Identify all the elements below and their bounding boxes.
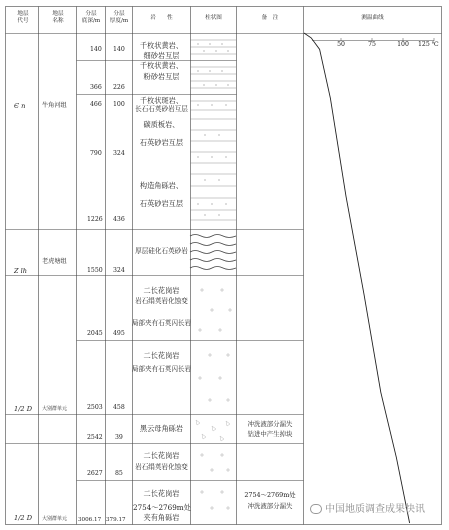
layer-thickness: 85 [115, 470, 123, 477]
header-notes: 备 注 [261, 15, 279, 21]
note-text: 冲洗液部分漏失 [247, 502, 293, 510]
lithology-text: 岩石绢英岩化蚀变 [135, 463, 188, 471]
unit-name-dabie-2: 大别群单元 [42, 516, 68, 522]
lithology-text: 局部夹有石英闪长岩 [131, 319, 192, 327]
lithology-text: 细砂岩互层 [143, 51, 180, 60]
lithology-text: 构造角砾岩、 [139, 181, 184, 190]
layer-depth: 366 [90, 84, 102, 91]
lithology-text: 二长花岗岩 [143, 351, 180, 360]
layer-depth: 2503 [87, 404, 103, 411]
layer-depth: 466 [90, 101, 102, 108]
lithology-text: 二长花岗岩 [143, 286, 180, 295]
layer-depth: 140 [90, 46, 102, 53]
layer-depth: 2045 [87, 330, 103, 337]
layer-thickness: 458 [113, 404, 125, 411]
lithology-text: 黑云母角砾岩 [139, 424, 184, 433]
unit-code-dabie-1: 1/2 D [14, 405, 32, 413]
note-text: 冲洗液部分漏失 [247, 420, 293, 428]
header-name-line1: 地层 [52, 11, 64, 17]
lithology-text: 石英砂岩互层 [139, 199, 184, 208]
header-thickness-line1: 分层 [113, 11, 125, 17]
header-column: 柱状图 [205, 15, 222, 21]
unit-code-sinian: Z lh [14, 267, 28, 275]
header-temperature: 测温曲线 [361, 15, 384, 21]
layer-depth: 2627 [87, 470, 103, 477]
layer-thickness: 140 [113, 46, 125, 53]
layer-thickness: 379.17 [106, 517, 126, 523]
temp-tick-75: 75 [368, 41, 376, 48]
unit-name-sinian: 老虎塘组 [42, 258, 67, 265]
layer-depth: 2542 [87, 434, 103, 441]
header-thickness-line2: 厚度/m [109, 18, 129, 24]
watermark [310, 500, 425, 515]
layer-thickness: 100 [113, 101, 125, 108]
lithology-text: 千枚状黄岩、 [139, 41, 184, 50]
lithology-text: 石英砂岩互层 [139, 138, 184, 147]
lithology-text: 长石石英砂岩互层 [135, 105, 188, 113]
note-text: 钻进中产生掉块 [247, 430, 293, 438]
temp-tick-50: 50 [337, 41, 345, 48]
temp-tick-100: 100 [397, 41, 409, 48]
lithology-text: 厚层硅化石英砂岩 [135, 247, 188, 255]
lithology-text: 局部夹有石英闪长岩 [131, 365, 192, 373]
temp-tick-125: 125 ℃ [418, 41, 439, 48]
header-name [41, 11, 75, 25]
lithology-text: 千枚状斑岩、 [139, 96, 184, 105]
layer-thickness: 436 [113, 216, 125, 223]
layer-thickness: 226 [113, 84, 125, 91]
header-code-line2: 代号 [17, 18, 29, 24]
lithology-text: 二长花岗岩 [143, 489, 180, 498]
lithology-text: 夹有角砾岩 [143, 513, 180, 522]
layer-thickness: 39 [115, 434, 123, 441]
unit-code-dabie-2: 1/2 D [14, 514, 32, 522]
lithology-text: 碳质板岩、 [143, 120, 180, 129]
lithology-text: 岩石绢英岩化蚀变 [135, 297, 188, 305]
header-lithology: 岩 性 [150, 15, 173, 21]
header-depth-line2: 底深/m [81, 18, 101, 24]
note-text: 2754～2769m处 [244, 491, 296, 499]
unit-name-dabie-1: 大别群单元 [42, 406, 68, 412]
layer-depth: 790 [90, 150, 102, 157]
layer-thickness: 324 [113, 150, 125, 157]
header-thickness [106, 11, 132, 25]
watermark-text: 中国地质调查成果快讯 [325, 504, 425, 515]
header-code [8, 11, 38, 25]
layer-depth: 1226 [87, 216, 103, 223]
lithology-text: 二长花岗岩 [143, 451, 180, 460]
temperature-curve-line [304, 33, 410, 523]
header-depth [77, 11, 105, 25]
lithology-text: 千枚状黄岩、 [139, 61, 184, 70]
layer-thickness: 324 [113, 267, 125, 274]
header-code-line1: 地层 [17, 11, 29, 17]
layer-thickness: 495 [113, 330, 125, 337]
layer-depth: 3006.17 [78, 517, 102, 523]
layer-depth: 1550 [87, 267, 103, 274]
lithology-column [190, 40, 236, 510]
unit-code-cambrian: Є n [14, 102, 26, 110]
lithology-text: 2754～2769m处 [133, 503, 191, 512]
wechat-icon [310, 504, 322, 514]
header-depth-line1: 分层 [85, 11, 97, 17]
unit-name-cambrian: 牛角河组 [42, 102, 67, 109]
lithology-text: 粉砂岩互层 [143, 72, 180, 81]
header-name-line2: 名称 [52, 18, 64, 24]
